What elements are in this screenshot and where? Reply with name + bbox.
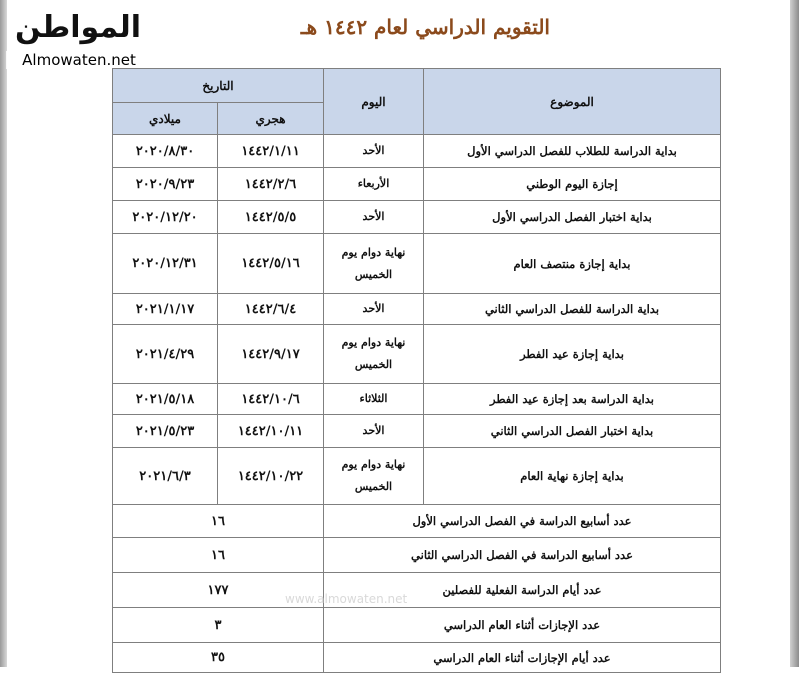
row-gregorian-date: ٢٠٢٠/١٢/٣١ <box>113 234 218 294</box>
row-gregorian-date: ٢٠٢١/٤/٢٩ <box>113 325 218 384</box>
row-day: الأربعاء <box>324 168 424 201</box>
row-day: الأحد <box>324 294 424 325</box>
table-row <box>113 201 721 234</box>
summary-row <box>113 538 721 573</box>
header-day: اليوم <box>324 69 424 135</box>
summary-value: ١٦ <box>113 505 324 538</box>
row-gregorian-date: ٢٠٢٠/٨/٣٠ <box>113 135 218 168</box>
row-gregorian-date: ٢٠٢٠/١٢/٢٠ <box>113 201 218 234</box>
almowaten-logo <box>6 4 152 72</box>
table-row <box>113 168 721 201</box>
header-date: التاريخ <box>113 69 324 103</box>
right-frame-edge <box>790 0 799 667</box>
academic-calendar-table <box>112 68 721 673</box>
row-gregorian-date: ٢٠٢٠/٩/٢٣ <box>113 168 218 201</box>
left-frame-edge <box>0 0 7 667</box>
row-hijri-date: ١٤٤٢/٥/٥ <box>218 201 324 234</box>
row-day: الثلاثاء <box>324 384 424 415</box>
table-row <box>113 234 721 294</box>
row-day: الأحد <box>324 135 424 168</box>
row-topic: بداية اختبار الفصل الدراسي الثاني <box>424 415 721 448</box>
logo-url-text: Almowaten.net <box>6 51 152 69</box>
summary-row <box>113 505 721 538</box>
row-hijri-date: ١٤٤٢/٥/١٦ <box>218 234 324 294</box>
row-topic: بداية الدراسة للطلاب للفصل الدراسي الأول <box>424 135 721 168</box>
summary-value: ١٦ <box>113 538 324 573</box>
row-gregorian-date: ٢٠٢١/١/١٧ <box>113 294 218 325</box>
table-row <box>113 294 721 325</box>
row-hijri-date: ١٤٤٢/١٠/٦ <box>218 384 324 415</box>
table-row <box>113 135 721 168</box>
row-topic: بداية الدراسة بعد إجازة عيد الفطر <box>424 384 721 415</box>
summary-value: ٣٥ <box>113 643 324 673</box>
row-hijri-date: ١٤٤٢/٩/١٧ <box>218 325 324 384</box>
row-day: نهاية دوام يوم الخميس <box>324 325 424 384</box>
row-day: نهاية دوام يوم الخميس <box>324 448 424 505</box>
row-day: الأحد <box>324 201 424 234</box>
summary-value: ١٧٧ <box>113 573 324 608</box>
summary-label: عدد أيام الإجازات أثناء العام الدراسي <box>324 643 721 673</box>
summary-row <box>113 573 721 608</box>
row-topic: بداية اختبار الفصل الدراسي الأول <box>424 201 721 234</box>
row-topic: بداية إجازة نهاية العام <box>424 448 721 505</box>
page-title: التقويم الدراسي لعام ١٤٤٢ هـ <box>300 15 550 39</box>
row-hijri-date: ١٤٤٢/١٠/١١ <box>218 415 324 448</box>
row-topic: إجازة اليوم الوطني <box>424 168 721 201</box>
summary-label: عدد أيام الدراسة الفعلية للفصلين <box>324 573 721 608</box>
summary-row <box>113 608 721 643</box>
summary-label: عدد أسابيع الدراسة في الفصل الدراسي الثاني <box>324 538 721 573</box>
row-day: نهاية دوام يوم الخميس <box>324 234 424 294</box>
summary-row <box>113 643 721 673</box>
summary-label: عدد أسابيع الدراسة في الفصل الدراسي الأول <box>324 505 721 538</box>
row-hijri-date: ١٤٤٢/٢/٦ <box>218 168 324 201</box>
row-topic: بداية إجازة منتصف العام <box>424 234 721 294</box>
row-topic: بداية الدراسة للفصل الدراسي الثاني <box>424 294 721 325</box>
logo-wordmark: المواطن <box>14 10 141 45</box>
summary-label: عدد الإجازات أثناء العام الدراسي <box>324 608 721 643</box>
table-row <box>113 448 721 505</box>
table-row <box>113 325 721 384</box>
table-row <box>113 415 721 448</box>
row-hijri-date: ١٤٤٢/١/١١ <box>218 135 324 168</box>
row-gregorian-date: ٢٠٢١/٦/٣ <box>113 448 218 505</box>
watermark-text: www.almowaten.net <box>285 592 408 606</box>
row-hijri-date: ١٤٤٢/١٠/٢٢ <box>218 448 324 505</box>
row-topic: بداية إجازة عيد الفطر <box>424 325 721 384</box>
row-hijri-date: ١٤٤٢/٦/٤ <box>218 294 324 325</box>
header-gregorian: ميلادي <box>113 103 218 135</box>
row-day: الأحد <box>324 415 424 448</box>
header-topic: الموضوع <box>424 69 721 135</box>
summary-value: ٣ <box>113 608 324 643</box>
table-row <box>113 384 721 415</box>
header-hijri: هجري <box>218 103 324 135</box>
row-gregorian-date: ٢٠٢١/٥/٢٣ <box>113 415 218 448</box>
row-gregorian-date: ٢٠٢١/٥/١٨ <box>113 384 218 415</box>
